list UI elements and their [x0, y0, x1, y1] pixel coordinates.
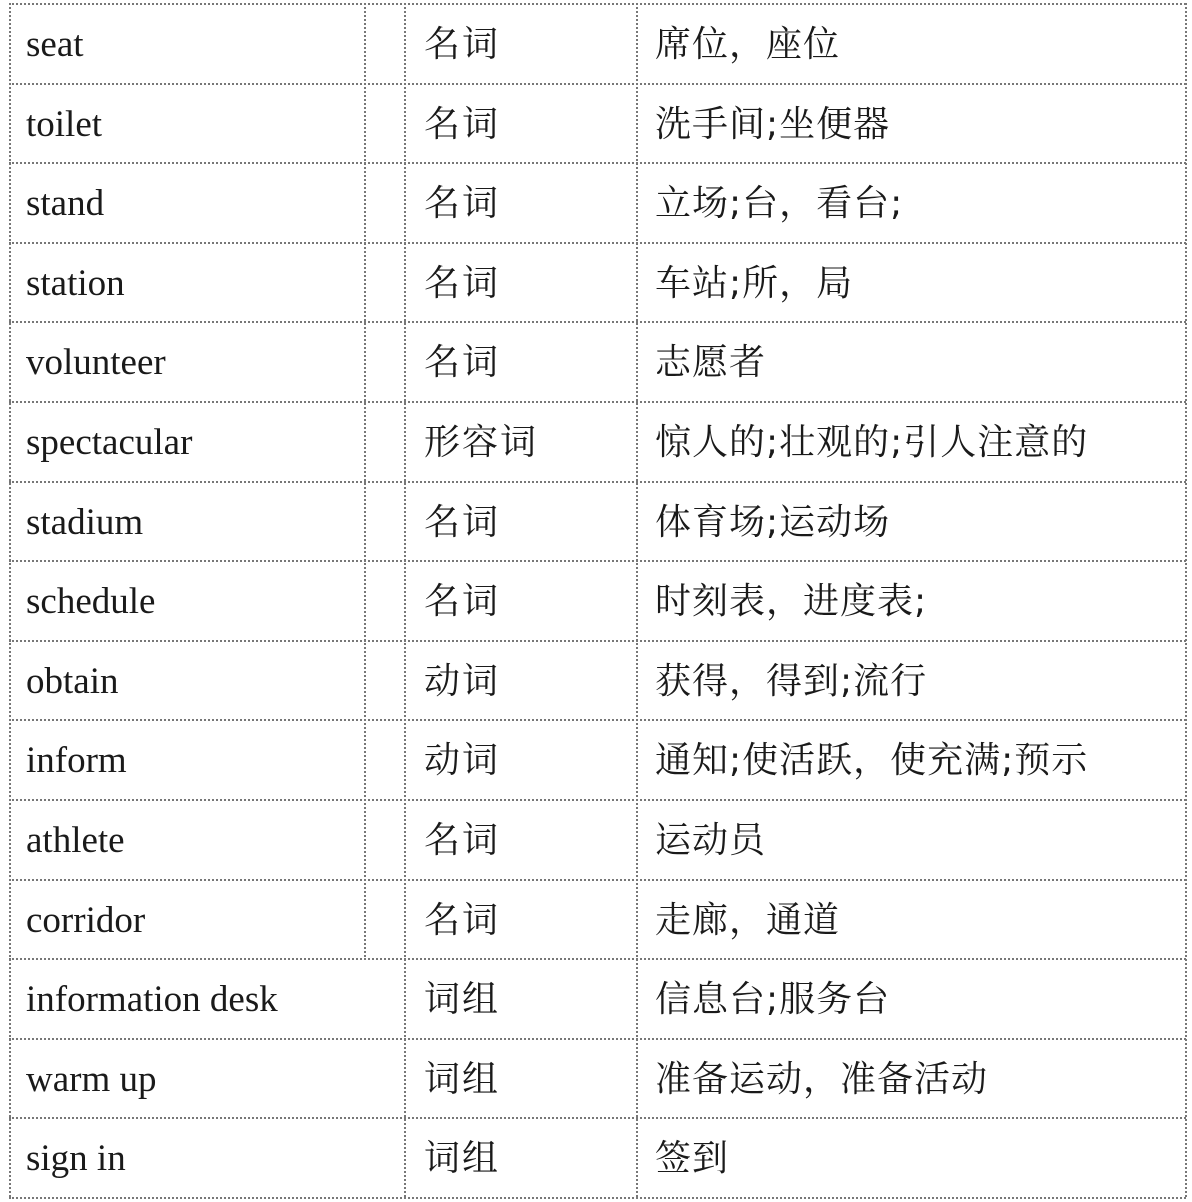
part-of-speech-cell: 名词	[424, 820, 501, 861]
meaning-cell: 时刻表，进度表;	[655, 581, 928, 622]
meaning-cell: 体育场;运动场	[655, 502, 891, 543]
part-of-speech-cell: 词组	[424, 979, 501, 1020]
meaning-cell: 席位，座位	[655, 24, 841, 65]
word-cell: stadium	[26, 502, 144, 543]
part-of-speech-cell: 名词	[424, 502, 501, 543]
meaning-cell: 获得，得到;流行	[655, 661, 928, 702]
word-cell: spectacular	[26, 422, 193, 463]
word-cell: corridor	[26, 900, 146, 941]
word-cell: information desk	[26, 979, 278, 1020]
table-row	[9, 163, 1186, 242]
word-cell: schedule	[26, 581, 156, 622]
part-of-speech-cell: 名词	[424, 104, 501, 145]
table-row	[9, 4, 1186, 83]
meaning-cell: 立场;台，看台;	[655, 183, 904, 224]
meaning-cell: 洗手间;坐便器	[655, 104, 891, 145]
word-cell: warm up	[26, 1059, 157, 1100]
word-cell: station	[26, 263, 125, 304]
table-row	[9, 402, 1186, 481]
row-divider	[9, 1197, 1186, 1199]
table-row	[9, 720, 1186, 799]
word-cell: obtain	[26, 661, 119, 702]
meaning-cell: 车站;所，局	[655, 263, 854, 304]
word-cell: stand	[26, 183, 105, 224]
word-cell: athlete	[26, 820, 125, 861]
table-row	[9, 561, 1186, 640]
table-row	[9, 243, 1186, 322]
part-of-speech-cell: 名词	[424, 581, 501, 622]
table-row	[9, 482, 1186, 561]
word-cell: sign in	[26, 1138, 126, 1179]
word-cell: volunteer	[26, 342, 166, 383]
table-row	[9, 322, 1186, 401]
part-of-speech-cell: 名词	[424, 263, 501, 304]
table-row	[9, 1118, 1186, 1197]
word-cell: toilet	[26, 104, 103, 145]
meaning-cell: 签到	[655, 1138, 730, 1179]
part-of-speech-cell: 动词	[424, 740, 501, 781]
part-of-speech-cell: 名词	[424, 900, 501, 941]
word-cell: inform	[26, 740, 127, 781]
table-row	[9, 880, 1186, 959]
part-of-speech-cell: 形容词	[424, 422, 539, 463]
meaning-cell: 通知;使活跃，使充满;预示	[655, 740, 1089, 781]
meaning-cell: 惊人的;壮观的;引人注意的	[655, 422, 1089, 463]
part-of-speech-cell: 词组	[424, 1138, 501, 1179]
part-of-speech-cell: 动词	[424, 661, 501, 702]
part-of-speech-cell: 名词	[424, 24, 501, 65]
meaning-cell: 信息台;服务台	[655, 979, 891, 1020]
part-of-speech-cell: 名词	[424, 183, 501, 224]
table-row	[9, 959, 1186, 1038]
table-row	[9, 800, 1186, 879]
part-of-speech-cell: 词组	[424, 1059, 501, 1100]
meaning-cell: 志愿者	[655, 342, 767, 383]
word-cell: seat	[26, 24, 84, 65]
table-row	[9, 84, 1186, 163]
table-row	[9, 641, 1186, 720]
part-of-speech-cell: 名词	[424, 342, 501, 383]
meaning-cell: 走廊，通道	[655, 900, 841, 941]
meaning-cell: 运动员	[655, 820, 767, 861]
meaning-cell: 准备运动，准备活动	[655, 1059, 989, 1100]
table-row	[9, 1039, 1186, 1118]
